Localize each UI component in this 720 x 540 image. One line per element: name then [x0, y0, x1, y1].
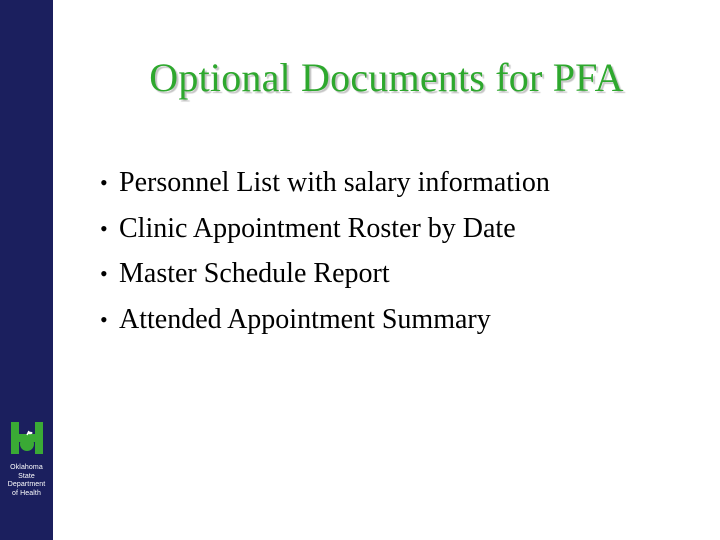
left-sidebar-band [0, 0, 53, 540]
logo-caption [0, 464, 53, 498]
bullet-text: Attended Appointment Summary [119, 303, 491, 335]
bullet-item [100, 297, 550, 343]
slide-title: Optional Documents for PFA [149, 55, 624, 100]
bullet-marker: • [100, 170, 108, 195]
apple-h-logo-icon [9, 420, 45, 456]
bullet-text: Personnel List with salary information [119, 167, 550, 198]
bullet-marker: • [100, 306, 108, 332]
bullet-list [100, 160, 550, 342]
logo-line: Oklahoma [10, 464, 43, 471]
bullet-marker: • [100, 261, 108, 286]
osdh-logo [0, 420, 53, 498]
bullet-item [100, 251, 550, 297]
bullet-item [100, 160, 550, 206]
bullet-text: Master Schedule Report [119, 258, 390, 289]
logo-line: State [18, 472, 35, 480]
bullet-item [100, 206, 550, 252]
logo-line: of Health [12, 489, 41, 497]
bullet-text: Clinic Appointment Roster by Date [119, 212, 516, 244]
bullet-marker: • [100, 215, 108, 241]
logo-line: Department [7, 481, 46, 488]
